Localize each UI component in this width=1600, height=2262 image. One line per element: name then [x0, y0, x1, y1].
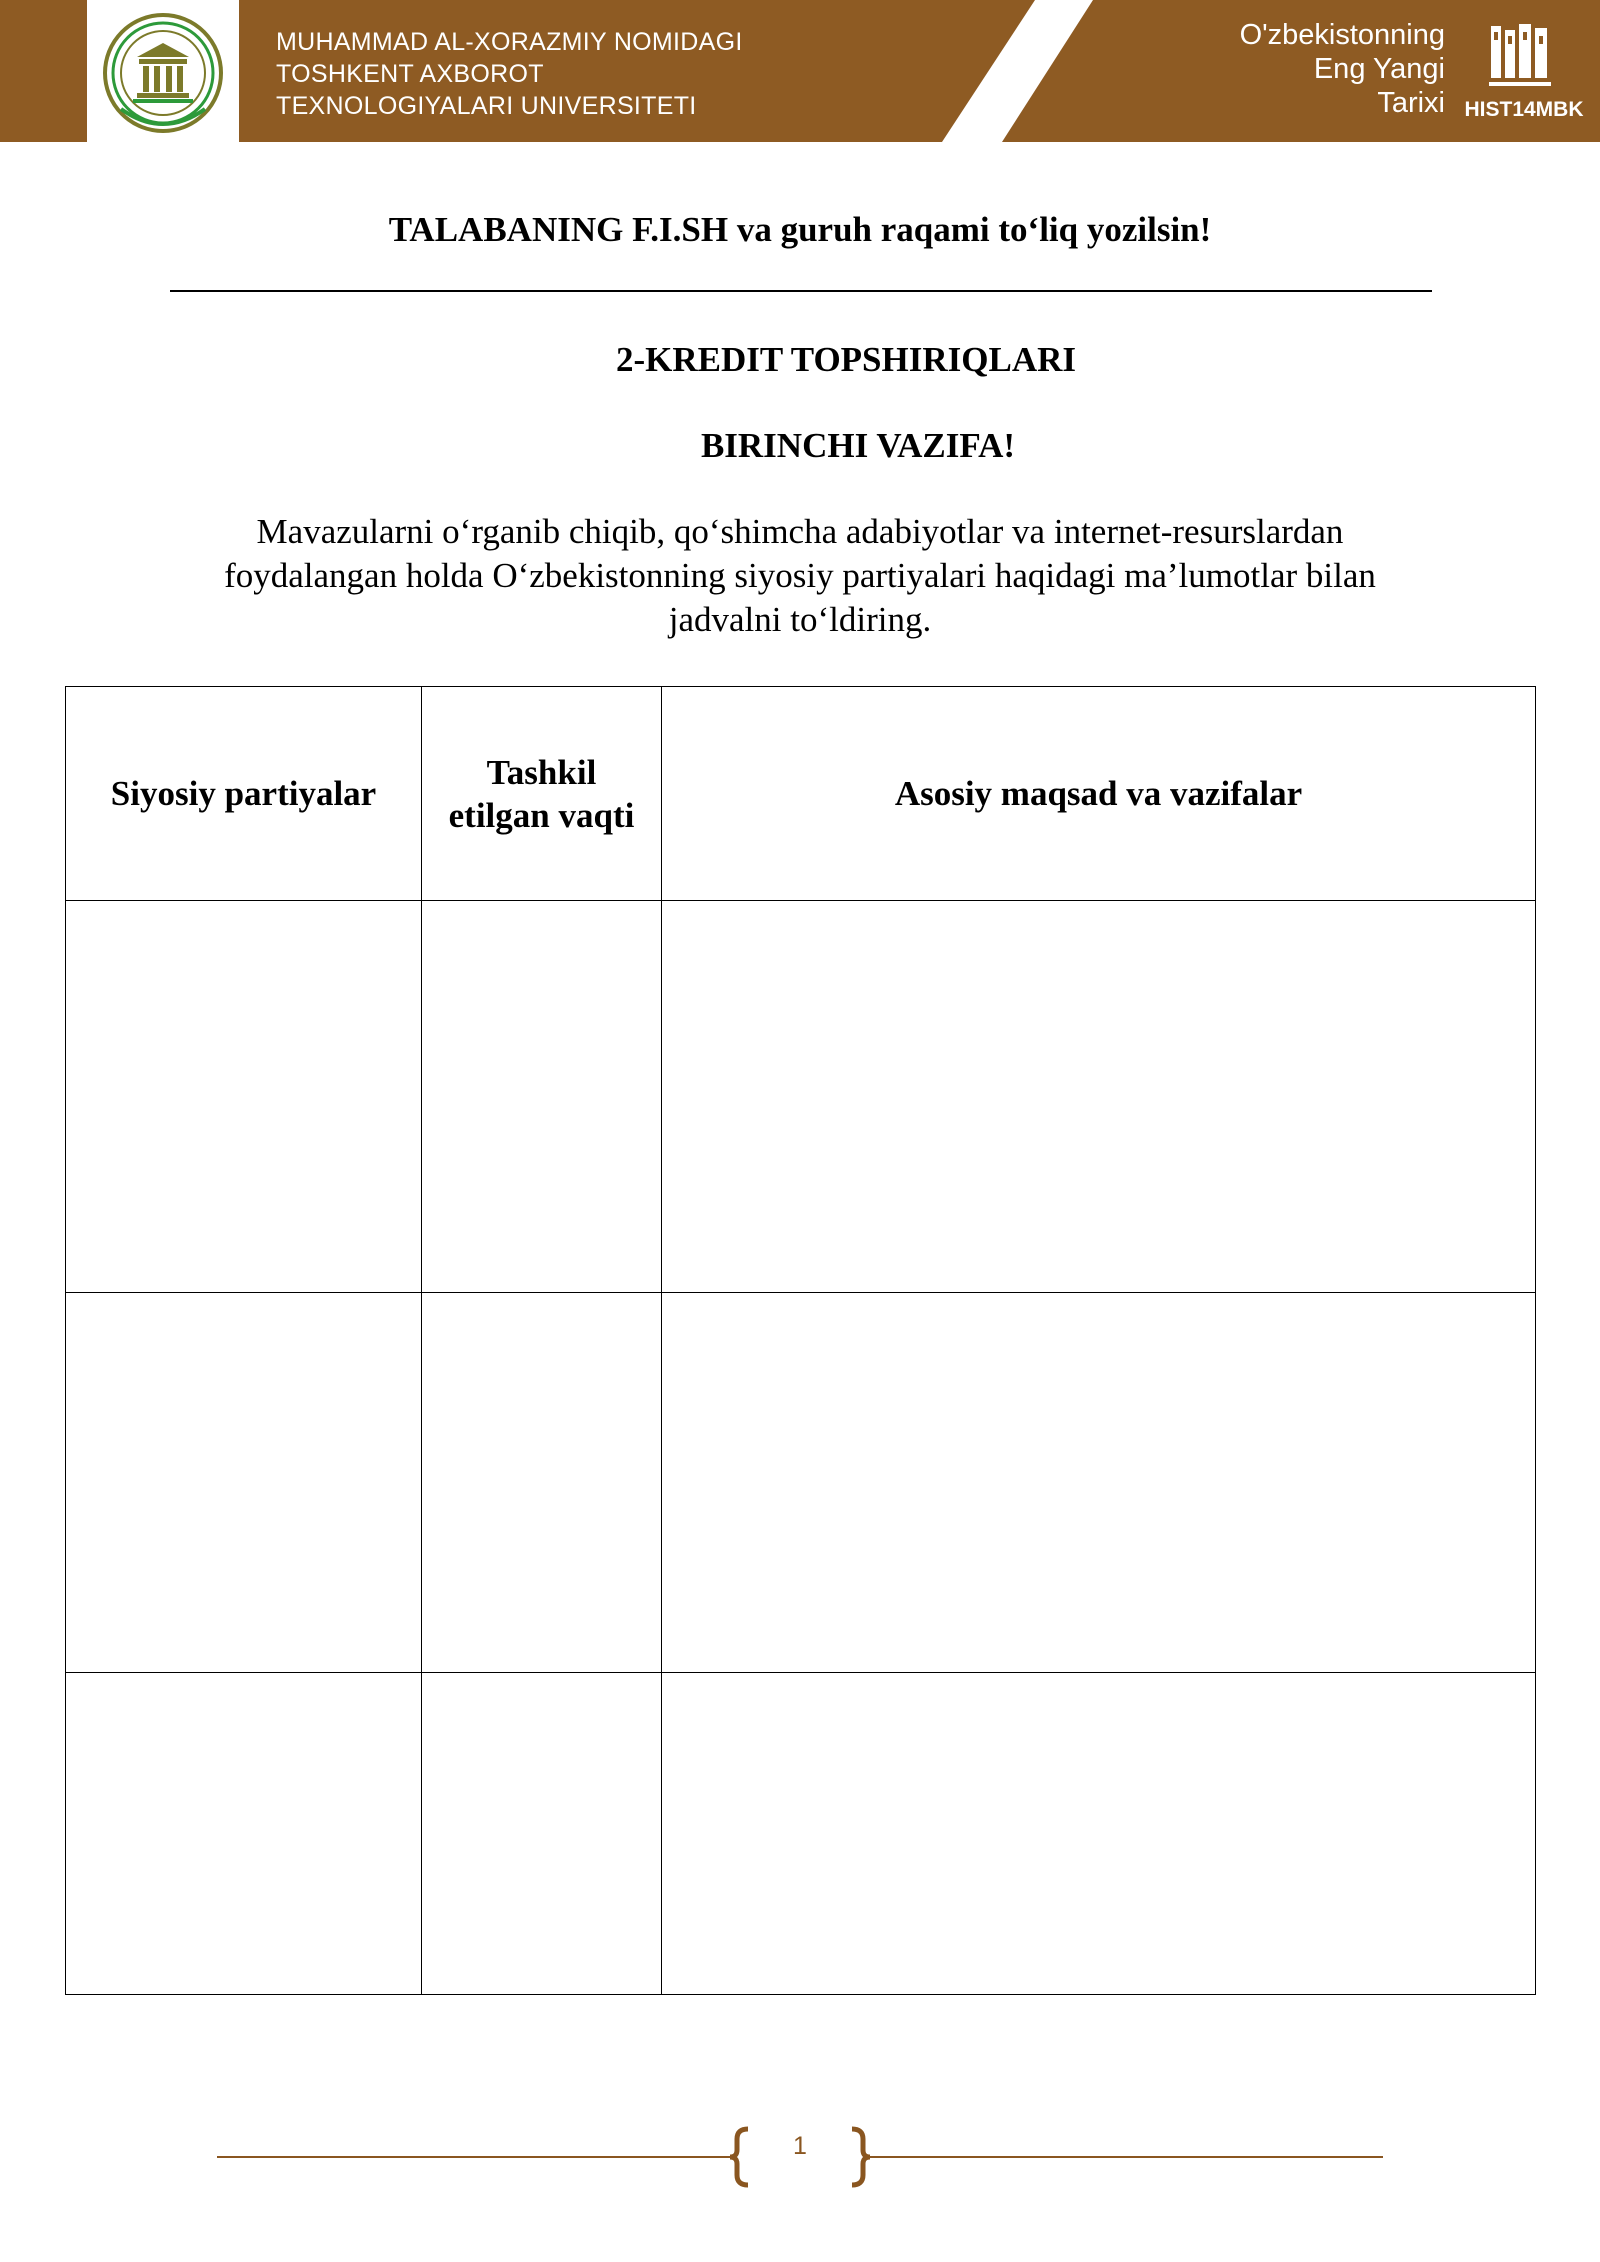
task-title: BIRINCHI VAZIFA! — [700, 426, 1016, 465]
table-header-row — [66, 687, 1536, 901]
name-underline — [170, 290, 1432, 292]
table-row — [66, 1293, 1536, 1673]
task-description-line: foydalangan holda O‘zbekistonning siyosiy partiyalari haqidagi ma’lumotlar bilan — [224, 556, 1376, 595]
section-title: 2-KREDIT TOPSHIRIQLARI — [616, 340, 1076, 379]
student-instruction: TALABANING F.I.SH va guruh raqami to‘liq yozilsin! — [388, 210, 1212, 249]
course-name-line: Eng Yangi — [1313, 53, 1445, 85]
table-cell-party[interactable] — [66, 1293, 422, 1673]
course-name-line: Tarixi — [1377, 87, 1445, 119]
column-header-line: Tashkil — [486, 752, 597, 792]
column-header-parties: Siyosiy partiyalar — [66, 687, 422, 901]
books-icon — [1489, 22, 1555, 90]
table-cell-party[interactable] — [66, 1673, 422, 1995]
task-description-line: Mavazularni o‘rganib chiqib, qo‘shimcha adabiyotlar va internet-resurslardan — [256, 512, 1344, 551]
table-cell-founded[interactable] — [422, 901, 662, 1293]
header-banner — [0, 0, 1600, 142]
university-name-line: TOSHKENT AXBOROT — [276, 60, 544, 88]
table-cell-founded[interactable] — [422, 1293, 662, 1673]
table-cell-goals[interactable] — [662, 1293, 1536, 1673]
university-name-line: TEXNOLOGIYALARI UNIVERSITETI — [276, 92, 697, 120]
university-name-line: MUHAMMAD AL-XORAZMIY NOMIDAGI — [276, 28, 743, 56]
table-row — [66, 1673, 1536, 1995]
university-name — [276, 26, 743, 122]
column-header-founded — [422, 687, 662, 901]
column-header-line: etilgan vaqti — [448, 795, 635, 835]
table-cell-goals[interactable] — [662, 901, 1536, 1293]
political-parties-table — [65, 686, 1535, 1995]
task-description-line: jadvalni to‘ldiring. — [668, 600, 932, 639]
table-row — [66, 901, 1536, 1293]
table-cell-founded[interactable] — [422, 1673, 662, 1995]
university-logo — [87, 0, 239, 142]
course-name — [1240, 18, 1445, 120]
course-code: HIST14MBK — [1464, 98, 1584, 121]
column-header-goals: Asosiy maqsad va vazifalar — [662, 687, 1536, 901]
university-seal-icon — [101, 11, 225, 135]
table-cell-party[interactable] — [66, 901, 422, 1293]
course-name-line: O'zbekistonning — [1239, 19, 1445, 51]
page-number: 1 — [793, 2132, 807, 2160]
table-cell-goals[interactable] — [662, 1673, 1536, 1995]
task-description — [150, 510, 1450, 642]
page-footer — [0, 2120, 1600, 2190]
